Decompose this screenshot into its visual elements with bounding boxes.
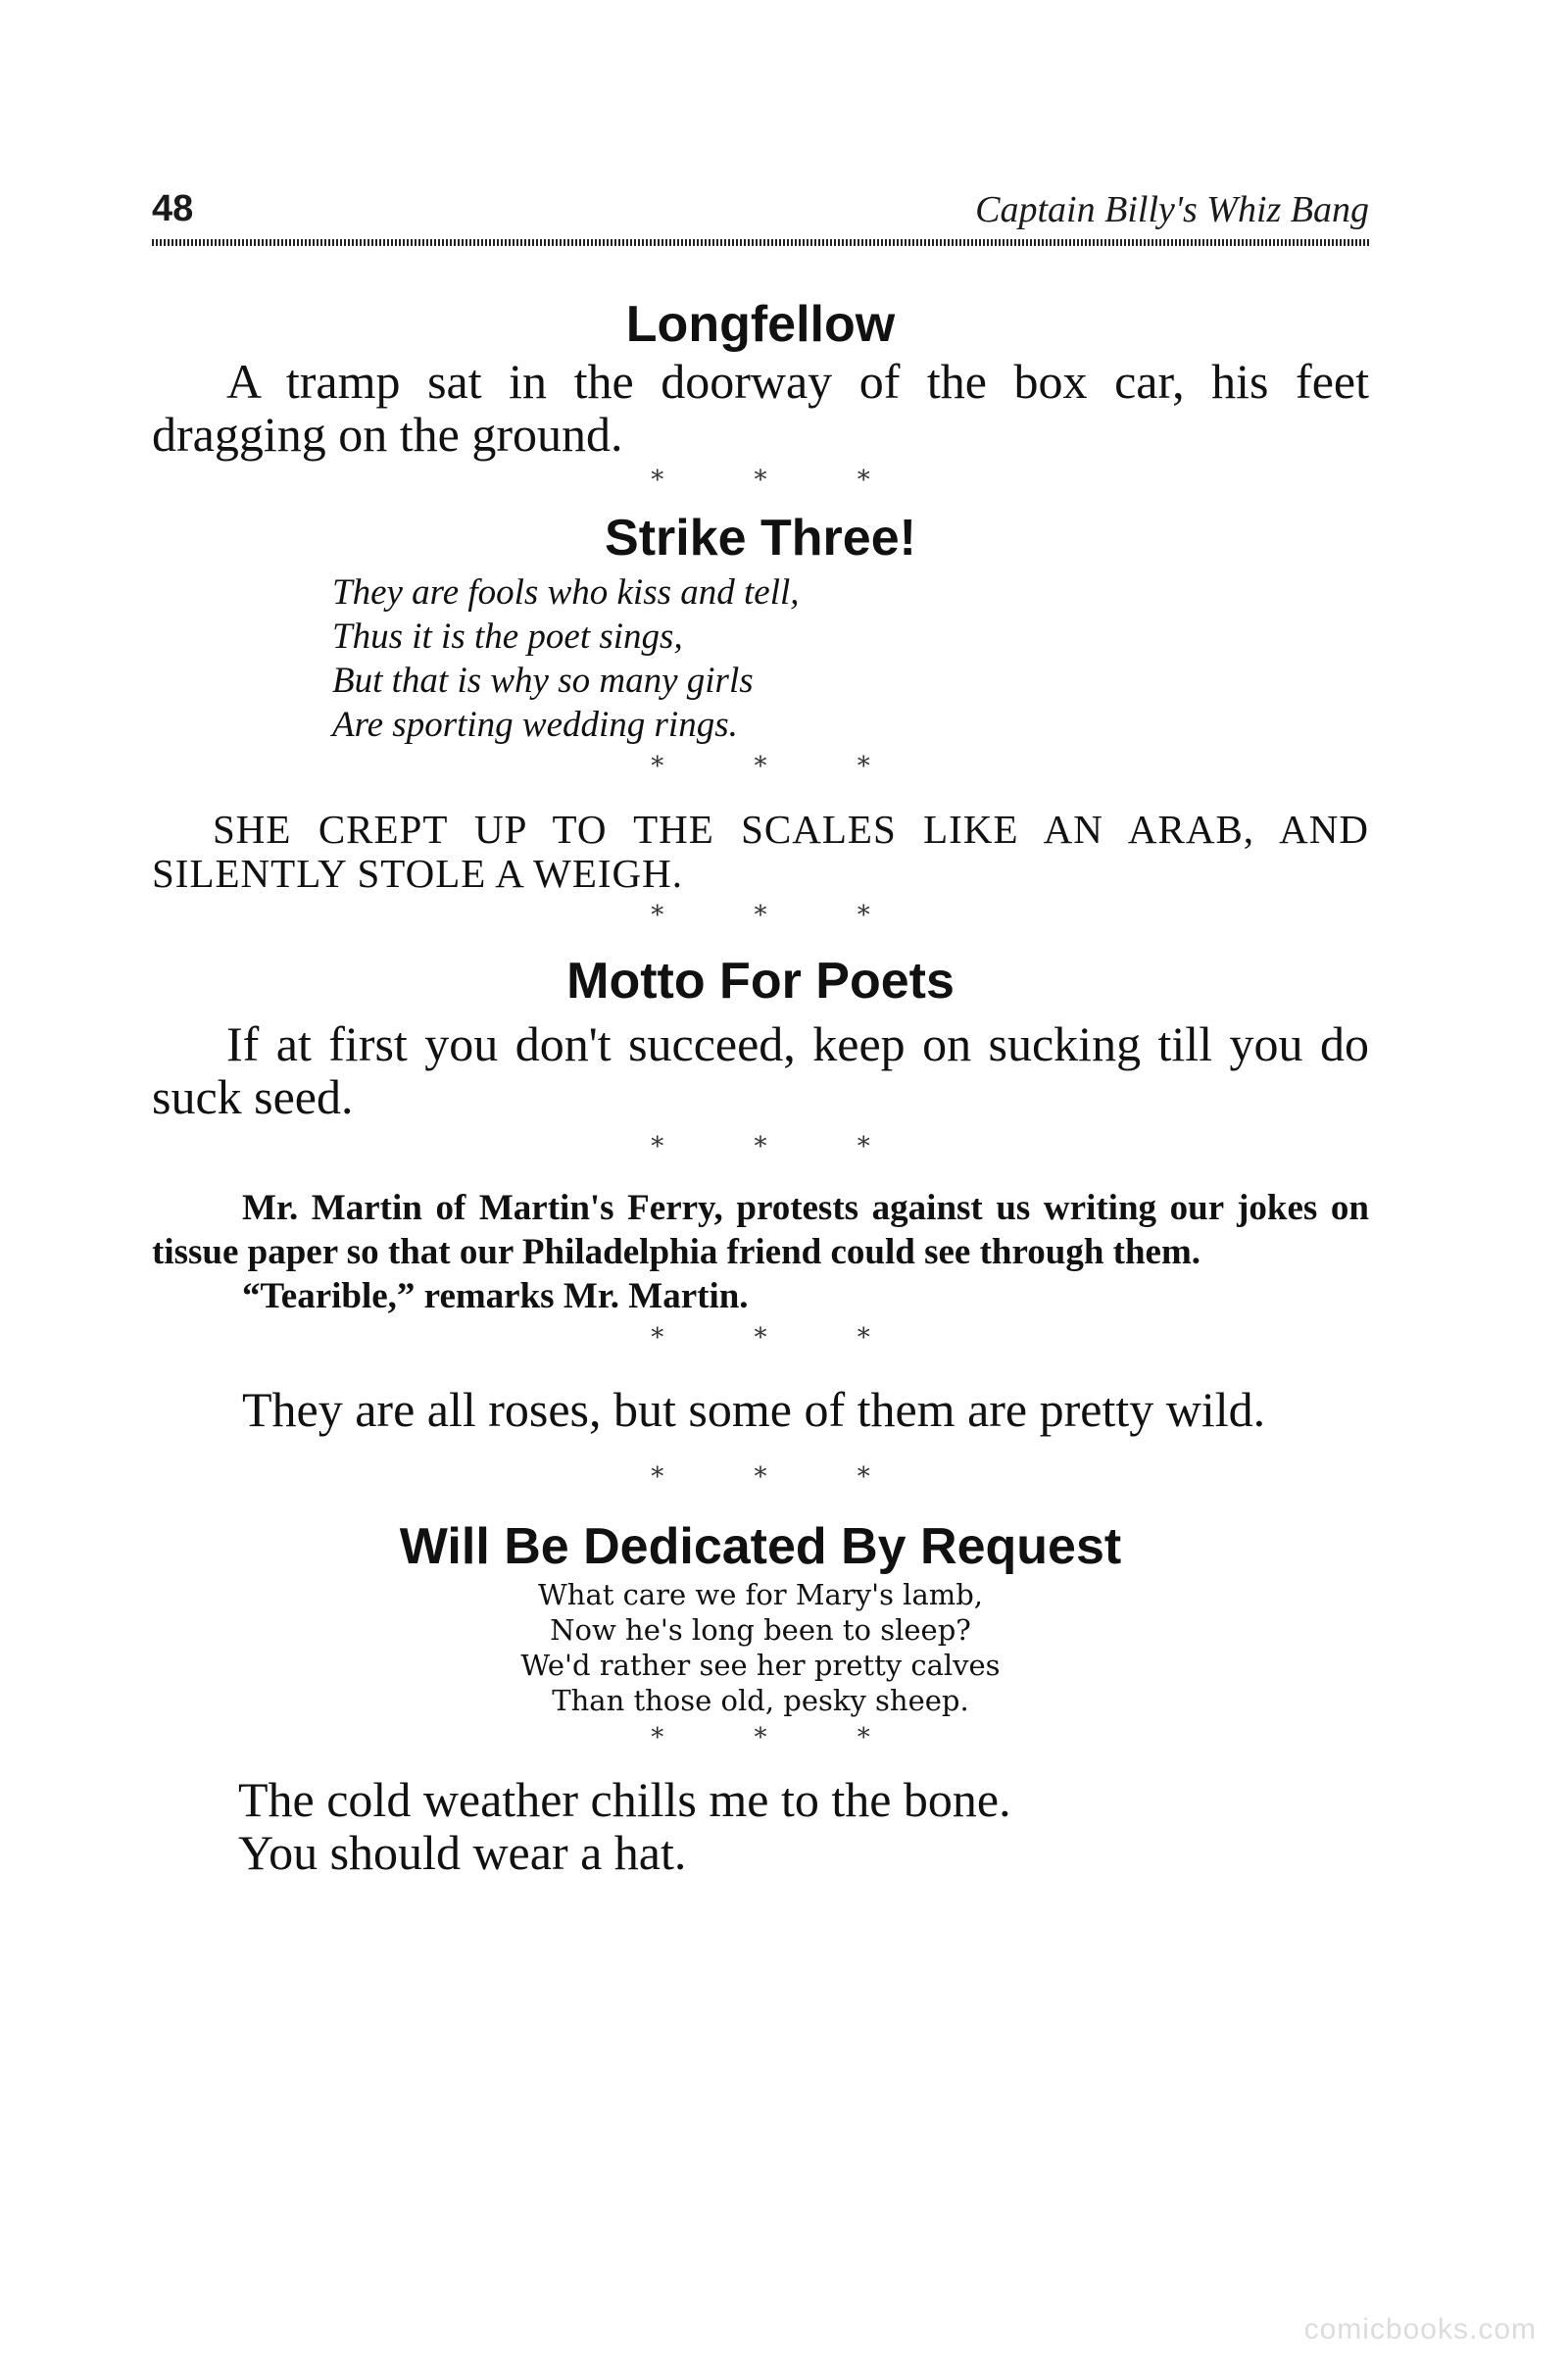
dedicated-title: Will Be Dedicated By Request bbox=[399, 1518, 1122, 1575]
motto-title: Motto For Poets bbox=[566, 953, 955, 1010]
strike-three-title: Strike Three! bbox=[605, 510, 916, 567]
separator: * * * bbox=[651, 466, 911, 495]
strike-three-verse bbox=[332, 570, 1369, 747]
verse-line: Than those old, pesky sheep. bbox=[552, 1684, 969, 1717]
longfellow-text: A tramp sat in the doorway of the box car, his feet dragging on the ground. bbox=[152, 354, 1369, 462]
watermark: comicbooks.com bbox=[1303, 2313, 1537, 2345]
page-header bbox=[152, 188, 1369, 239]
verse-line: What care we for Mary's lamb, bbox=[537, 1578, 984, 1611]
verse-line: But that is why so many girls bbox=[332, 661, 754, 701]
verse-line: Are sporting wedding rings. bbox=[332, 705, 738, 745]
verse-line: Thus it is the poet sings, bbox=[332, 617, 683, 657]
cold-line-1: The cold weather chills me to the bone. bbox=[238, 1772, 1011, 1827]
running-title: Captain Billy's Whiz Bang bbox=[975, 189, 1369, 230]
motto-text: If at first you don't succeed, keep on sucking till you do suck seed. bbox=[152, 1016, 1369, 1124]
page-content bbox=[152, 284, 1369, 1879]
verse-line: Now he's long been to sleep? bbox=[550, 1613, 971, 1647]
cold-joke bbox=[238, 1773, 1369, 1879]
page-number: 48 bbox=[152, 188, 194, 229]
cold-line-2: You should wear a hat. bbox=[238, 1825, 687, 1880]
separator: * * * bbox=[651, 1462, 911, 1492]
verse-line: We'd rather see her pretty calves bbox=[520, 1649, 1001, 1682]
longfellow-title: Longfellow bbox=[625, 296, 896, 353]
martin-remark: “Tearible,” remarks Mr. Martin. bbox=[242, 1276, 749, 1316]
scales-joke: SHE CREPT UP TO THE SCALES LIKE AN ARAB, AND SILENTLY STOLE A WEIGH. bbox=[152, 807, 1369, 896]
separator: * * * bbox=[651, 901, 911, 930]
separator: * * * bbox=[651, 1323, 911, 1353]
dedicated-verse bbox=[152, 1577, 1369, 1718]
martin-paragraph: Mr. Martin of Martin's Ferry, protests against us writing our jokes on tissue paper so that our Philadelphia friend could see through them. bbox=[152, 1188, 1369, 1272]
separator: * * * bbox=[651, 1723, 911, 1752]
separator: * * * bbox=[651, 1132, 911, 1161]
verse-line: They are fools who kiss and tell, bbox=[332, 572, 800, 613]
roses-text: They are all roses, but some of them are pretty wild. bbox=[242, 1382, 1266, 1437]
header-rule bbox=[152, 239, 1369, 246]
separator: * * * bbox=[651, 752, 911, 781]
